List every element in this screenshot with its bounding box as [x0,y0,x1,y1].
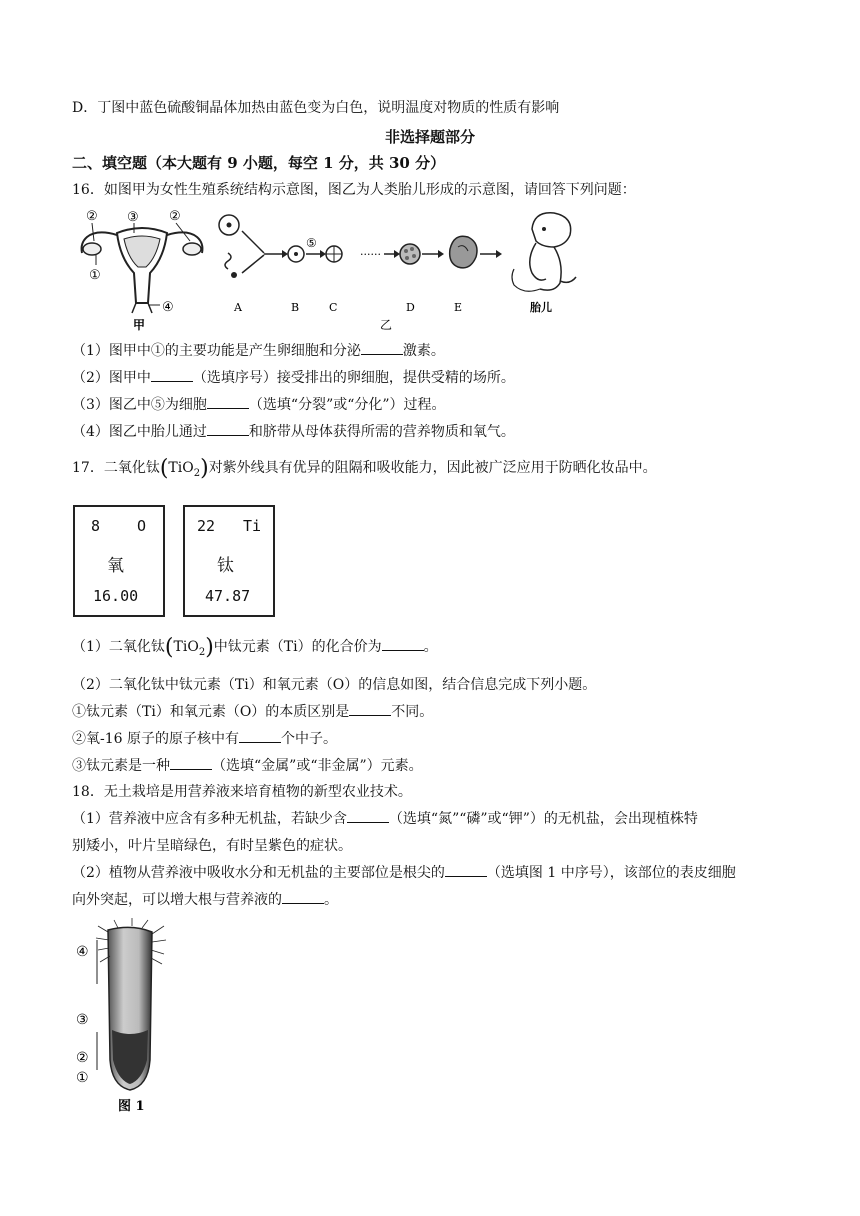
figure-1-root-tip [72,920,182,1115]
answer-blank[interactable] [207,396,249,409]
fig1-label-2: ② [76,1050,89,1066]
q18-stem: 18．无土栽培是用营养液来培育植物的新型农业技术。 [72,784,412,800]
q16-stem: 16．如图甲为女性生殖系统结构示意图，图乙为人类胎儿形成的示意图，请回答下列问题： [72,182,636,198]
titanium-mass: 47.87 [205,587,251,605]
titanium-symbol: Ti [243,517,262,535]
q16-sub4: （4）图乙中胎儿通过 和脐带从母体获得所需的营养物质和氧气。 [72,424,515,440]
q16-sub2: （2）图甲中 （选填序号）接受排出的卵细胞，提供受精的场所。 [72,370,515,386]
jia-label-3: ③ [127,210,139,225]
yi-label-e: E [454,301,463,314]
answer-blank[interactable] [349,703,391,716]
q18-sub1-cont: 别矮小，叶片呈暗绿色，有时呈紫色的症状。 [72,838,352,854]
q17-sub2-2: ②氧-16 原子的原子核中有 个中子。 [72,731,337,747]
section-title: 二、填空题（本大题有 9 小题，每空 1 分，共 30 分） [72,154,446,172]
element-card-oxygen [73,505,165,617]
q15-option-d: D．丁图中蓝色硫酸铜晶体加热由蓝色变为白色，说明温度对物质的性质有影响 [72,100,560,116]
fig1-label-4: ④ [76,944,89,960]
answer-blank[interactable] [239,730,281,743]
oxygen-atomic-number: 8 [91,517,101,535]
answer-blank[interactable] [282,891,324,904]
answer-blank[interactable] [382,638,424,651]
oxygen-symbol: O [137,517,147,535]
jia-label-2-right: ② [169,209,181,224]
figure-yi-fetal-development [214,203,594,333]
titanium-atomic-number: 22 [197,517,216,535]
answer-blank[interactable] [170,757,212,770]
yi-label-fetus: 胎儿 [530,301,552,314]
answer-blank[interactable] [445,864,487,877]
fig1-label-3: ③ [76,1012,89,1028]
yi-label-b: B [291,301,300,314]
tio2-formula: TiO$_2$ [168,460,201,479]
answer-blank[interactable] [361,342,403,355]
fig1-label-1: ① [76,1070,89,1086]
jia-caption: 甲 [133,318,146,332]
figure-jia-reproductive-system [72,203,212,333]
yi-caption: 乙 [380,318,393,332]
q17-sub2-1: ①钛元素（Ti）和氧元素（O）的本质区别是 不同。 [72,704,434,720]
oxygen-name: 氧 [107,556,124,576]
q17-sub1: （1）二氧化钛(TiO$_2$)中钛元素（Ti）的化合价为 。 [72,635,438,660]
answer-blank[interactable] [347,810,389,823]
oxygen-mass: 16.00 [93,587,139,605]
q18-sub2: （2）植物从营养液中吸收水分和无机盐的主要部位是根尖的 （选填图 1 中序号），该部位的表皮细胞 [72,865,736,881]
answer-blank[interactable] [207,423,249,436]
yi-label-a: A [234,301,242,314]
q17-sub2: （2）二氧化钛中钛元素（Ti）和氧元素（O）的信息如图，结合信息完成下列小题。 [72,677,597,693]
q18-sub1: （1）营养液中应含有多种无机盐，若缺少含 （选填“氮”“磷”或“钾”）的无机盐，会出现植株特 [72,811,698,827]
q16-sub1: （1）图甲中①的主要功能是产生卵细胞和分泌 激素。 [72,343,445,359]
jia-label-4: ④ [162,300,174,315]
answer-blank[interactable] [151,369,193,382]
q18-sub2-cont: 向外突起，可以增大根与营养液的 。 [72,892,338,908]
part-title: 非选择题部分 [384,128,475,146]
q16-sub3: （3）图乙中⑤为细胞 （选填“分裂”或“分化”）过程。 [72,397,446,413]
jia-label-2-left: ② [86,209,98,224]
jia-label-1: ① [89,268,101,283]
yi-label-d: D [406,301,415,314]
yi-label-c: C [329,301,338,314]
yi-label-5: ⑤ [306,236,317,250]
fig1-caption: 图 1 [118,1099,145,1114]
q17-sub2-3: ③钛元素是一种 （选填“金属”或“非金属”）元素。 [72,758,423,774]
yi-ellipsis: ······ [360,248,381,261]
element-card-titanium [183,505,275,617]
q17-stem: 17．二氧化钛(TiO$_2$)对紫外线具有优异的阻隔和吸收能力，因此被广泛应用于防晒化妆品中。 [72,456,657,481]
titanium-name: 钛 [217,556,234,576]
